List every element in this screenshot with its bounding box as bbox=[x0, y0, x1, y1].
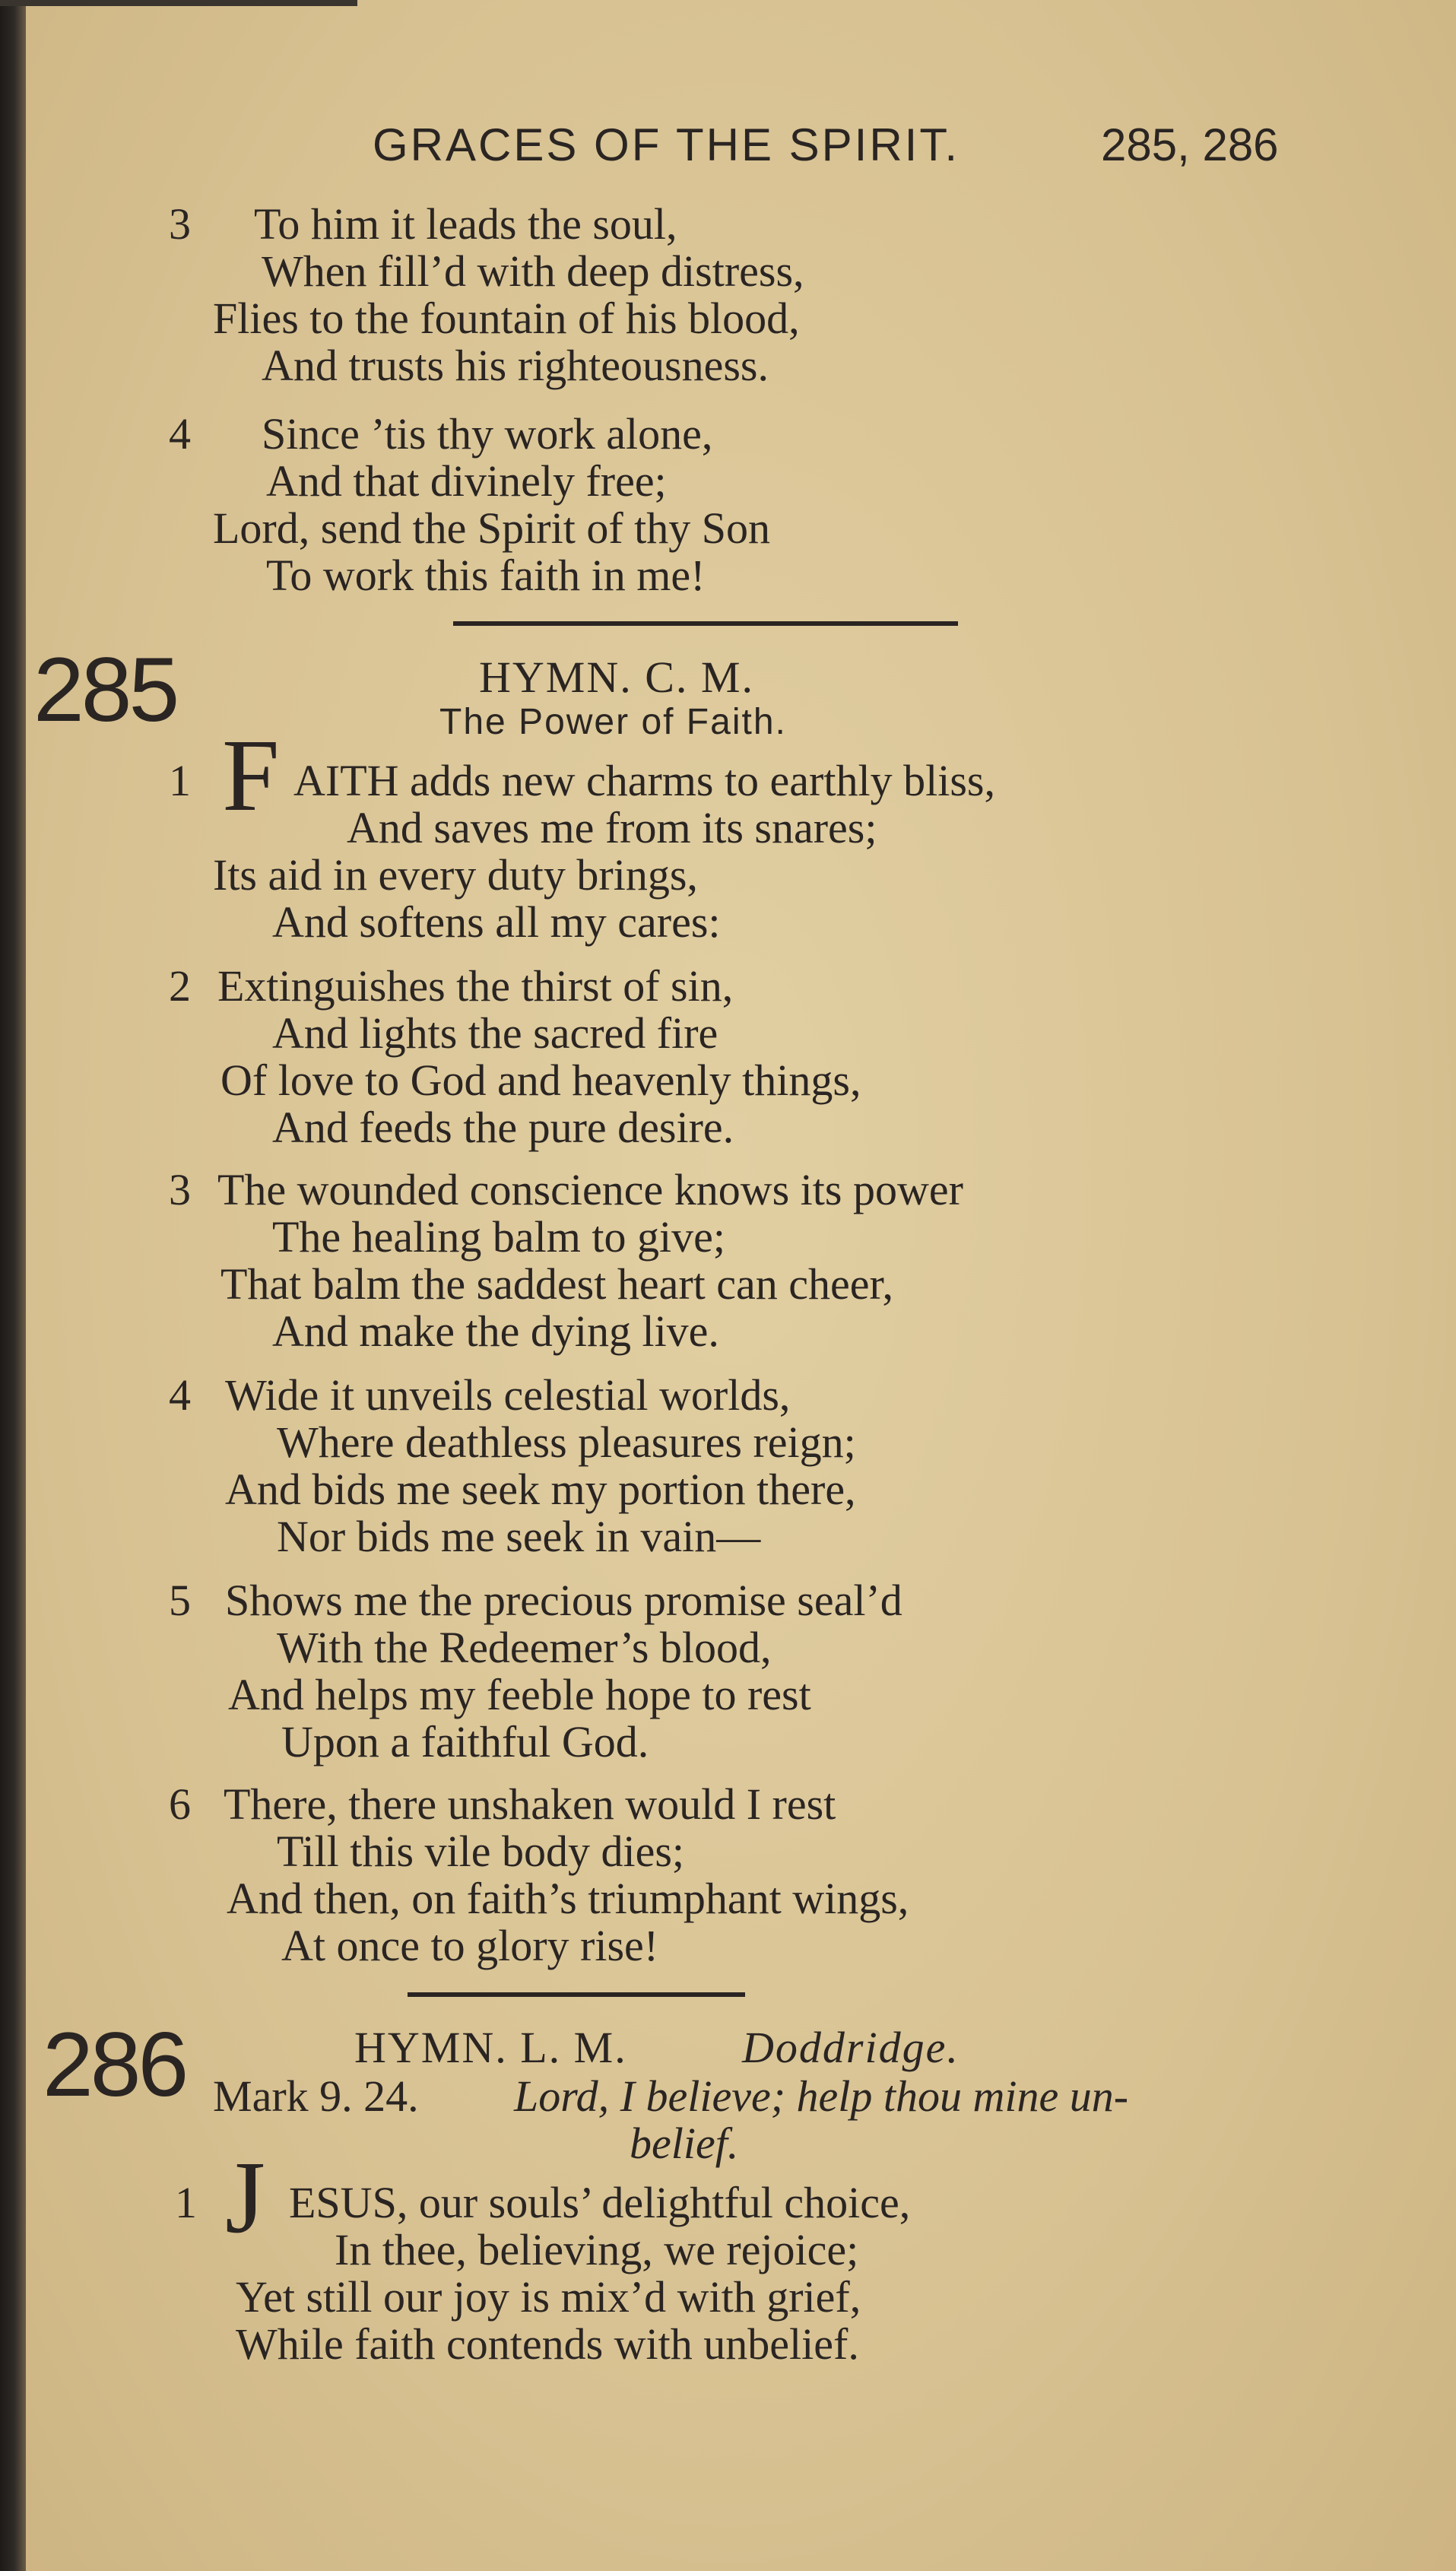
verse-line: And make the dying live. bbox=[272, 1306, 719, 1356]
verse-line: When fill’d with deep distress, bbox=[262, 246, 804, 296]
running-header-title: GRACES OF THE SPIRIT. bbox=[373, 119, 960, 170]
verse-line: And trusts his righteousness. bbox=[262, 341, 769, 390]
verse-line: Where deathless pleasures reign; bbox=[277, 1417, 856, 1467]
verse-line: And bids me seek my portion there, bbox=[225, 1465, 856, 1514]
section-divider-rule bbox=[408, 1992, 745, 1997]
book-spine-edge bbox=[0, 0, 26, 2571]
verse-number: 5 bbox=[169, 1576, 191, 1625]
verse-line: Lord, send the Spirit of thy Son bbox=[213, 503, 771, 553]
verse-line: And helps my feeble hope to rest bbox=[228, 1670, 811, 1719]
verse-number: 2 bbox=[169, 961, 191, 1011]
verse-line: There, there unshaken would I rest bbox=[224, 1779, 836, 1829]
verse-number: 4 bbox=[169, 1370, 191, 1420]
hymn-author: Doddridge. bbox=[742, 2023, 960, 2072]
scripture-reference: Mark 9. 24. bbox=[213, 2071, 419, 2121]
hymn-number: 286 bbox=[43, 2014, 186, 2116]
verse-line: And lights the sacred fire bbox=[272, 1008, 718, 1058]
scripture-text: Lord, I believe; help thou mine un- bbox=[514, 2071, 1129, 2121]
verse-number: 4 bbox=[169, 409, 191, 459]
verse-line: ESUS, our souls’ delightful choice, bbox=[289, 2178, 911, 2227]
verse-line: And feeds the pure desire. bbox=[272, 1103, 734, 1152]
verse-line: Yet still our joy is mix’d with grief, bbox=[236, 2272, 861, 2322]
verse-line: At once to glory rise! bbox=[281, 1921, 659, 1970]
verse-line: And softens all my cares: bbox=[272, 897, 721, 947]
verse-line: Nor bids me seek in vain— bbox=[277, 1512, 761, 1561]
hymn-number: 285 bbox=[33, 639, 177, 741]
verse-line: AITH adds new charms to earthly bliss, bbox=[293, 756, 995, 805]
verse-line: Extinguishes the thirst of sin, bbox=[217, 961, 734, 1011]
verse-line: And saves me from its snares; bbox=[347, 803, 877, 852]
hymn-subtitle: The Power of Faith. bbox=[439, 702, 787, 742]
verse-line: While faith contends with unbelief. bbox=[236, 2319, 859, 2369]
verse-line: In thee, believing, we rejoice; bbox=[335, 2225, 859, 2274]
verse-line: To work this faith in me! bbox=[266, 551, 706, 600]
verse-line: Upon a faithful God. bbox=[281, 1717, 649, 1766]
verse-line: The healing balm to give; bbox=[272, 1212, 725, 1262]
verse-line: Flies to the fountain of his blood, bbox=[213, 294, 800, 343]
verse-line: Shows me the precious promise seal’d bbox=[225, 1576, 902, 1625]
verse-line: Till this vile body dies; bbox=[277, 1827, 685, 1876]
hymn-title: HYMN. L. M. bbox=[354, 2023, 627, 2072]
verse-line: Its aid in every duty brings, bbox=[213, 850, 698, 900]
top-edge-shadow bbox=[0, 0, 357, 6]
verse-number: 1 bbox=[169, 756, 191, 805]
verse-line: With the Redeemer’s blood, bbox=[277, 1623, 772, 1672]
verse-line: Of love to God and heavenly things, bbox=[220, 1055, 861, 1105]
verse-number: 3 bbox=[169, 1165, 191, 1214]
verse-number: 1 bbox=[175, 2178, 197, 2227]
verse-line: The wounded conscience knows its power bbox=[217, 1165, 963, 1214]
verse-line: And then, on faith’s triumphant wings, bbox=[227, 1874, 909, 1923]
verse-line: Since ’tis thy work alone, bbox=[262, 409, 713, 459]
section-divider-rule bbox=[453, 621, 958, 626]
verse-number: 3 bbox=[169, 199, 191, 249]
verse-number: 6 bbox=[169, 1779, 191, 1829]
verse-line: And that divinely free; bbox=[266, 456, 667, 506]
hymn-title: HYMN. C. M. bbox=[479, 652, 754, 702]
verse-line: To him it leads the soul, bbox=[254, 199, 677, 249]
running-header-pages: 285, 286 bbox=[1101, 119, 1279, 170]
scripture-text-continued: belief. bbox=[630, 2119, 739, 2168]
drop-cap: J bbox=[225, 2141, 265, 2255]
verse-line: That balm the saddest heart can cheer, bbox=[220, 1259, 893, 1309]
drop-cap: F bbox=[222, 719, 280, 833]
verse-line: Wide it unveils celestial worlds, bbox=[225, 1370, 791, 1420]
